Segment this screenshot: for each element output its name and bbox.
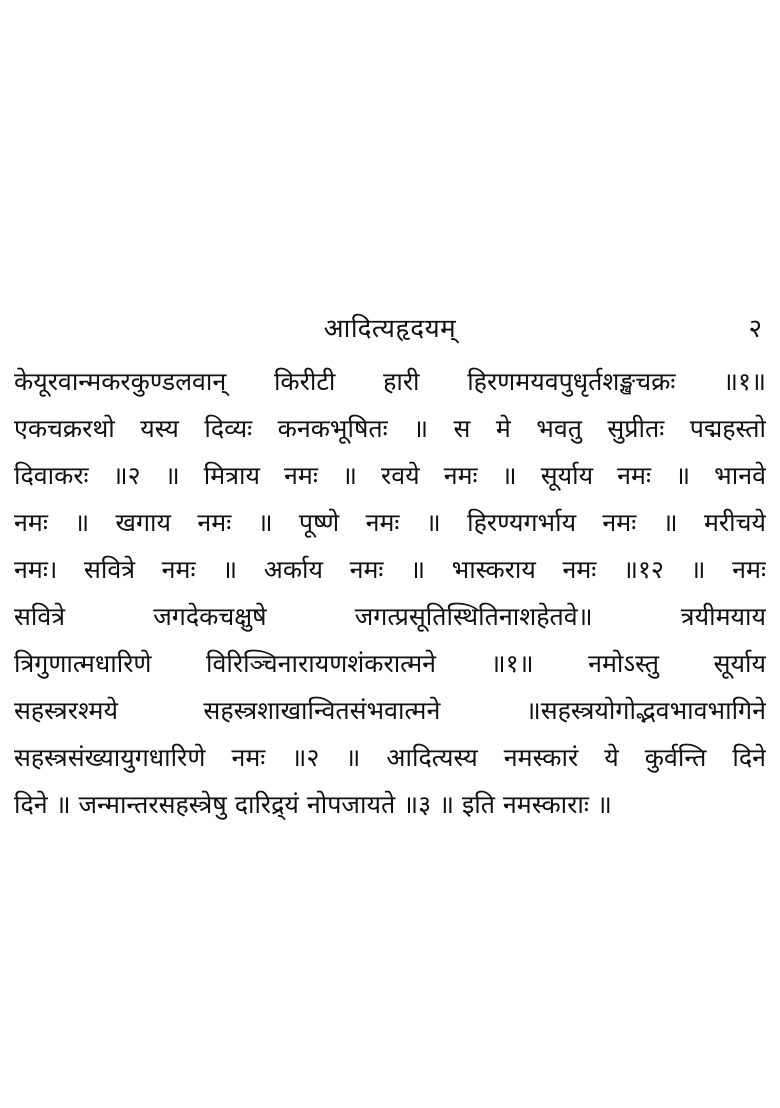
- text-line-5: नमः। सवित्रे नमः ॥ अर्काय नमः ॥ भास्कराय नमः ॥१२ ॥ नमः: [14, 555, 766, 584]
- text-line-4: नमः ॥ खगाय नमः ॥ पूष्णे नमः ॥ हिरण्यगर्भाय नमः ॥ मरीचये: [14, 508, 766, 537]
- text-line-8: सहस्त्ररश्मये सहस्त्रशाखान्वितसंभवात्मने ॥सहस्त्रयोगोद्भवभावभागिने: [14, 696, 766, 725]
- verse-text-block: [14, 358, 766, 828]
- text-line-1: केयूरवान्मकरकुण्डलवान् किरीटी हारी हिरणमयवपुधृर्तशङ्खचक्रः ॥१॥: [14, 367, 766, 396]
- text-line-7: त्रिगुणात्मधारिणे विरिञ्चिनारायणशंकरात्मने ॥१॥ नमोऽस्तु सूर्याय: [14, 649, 766, 678]
- page-number: २: [748, 314, 762, 344]
- text-line-10: दिने ॥ जन्मान्तरसहस्त्रेषु दारिद्र्यं नोपजायते ॥३ ॥ इति नमस्काराः ॥: [14, 790, 612, 819]
- text-line-9: सहस्त्रसंख्यायुगधारिणे नमः ॥२ ॥ आदित्यस्य नमस्कारं ये कुर्वन्ति दिने: [14, 743, 766, 772]
- page-title: आदित्यहृदयम्: [323, 314, 457, 344]
- text-line-6: सवित्रे जगदेकचक्षुषे जगत्प्रसूतिस्थितिनाशहेतवे॥ त्रयीमयाय: [14, 602, 766, 631]
- text-line-2: एकचक्ररथो यस्य दिव्यः कनकभूषितः ॥ स मे भवतु सुप्रीतः पद्महस्तो: [14, 414, 766, 443]
- running-head: [14, 310, 766, 350]
- text-line-3: दिवाकरः ॥२ ॥ मित्राय नमः ॥ रवये नमः ॥ सूर्याय नमः ॥ भानवे: [14, 461, 766, 490]
